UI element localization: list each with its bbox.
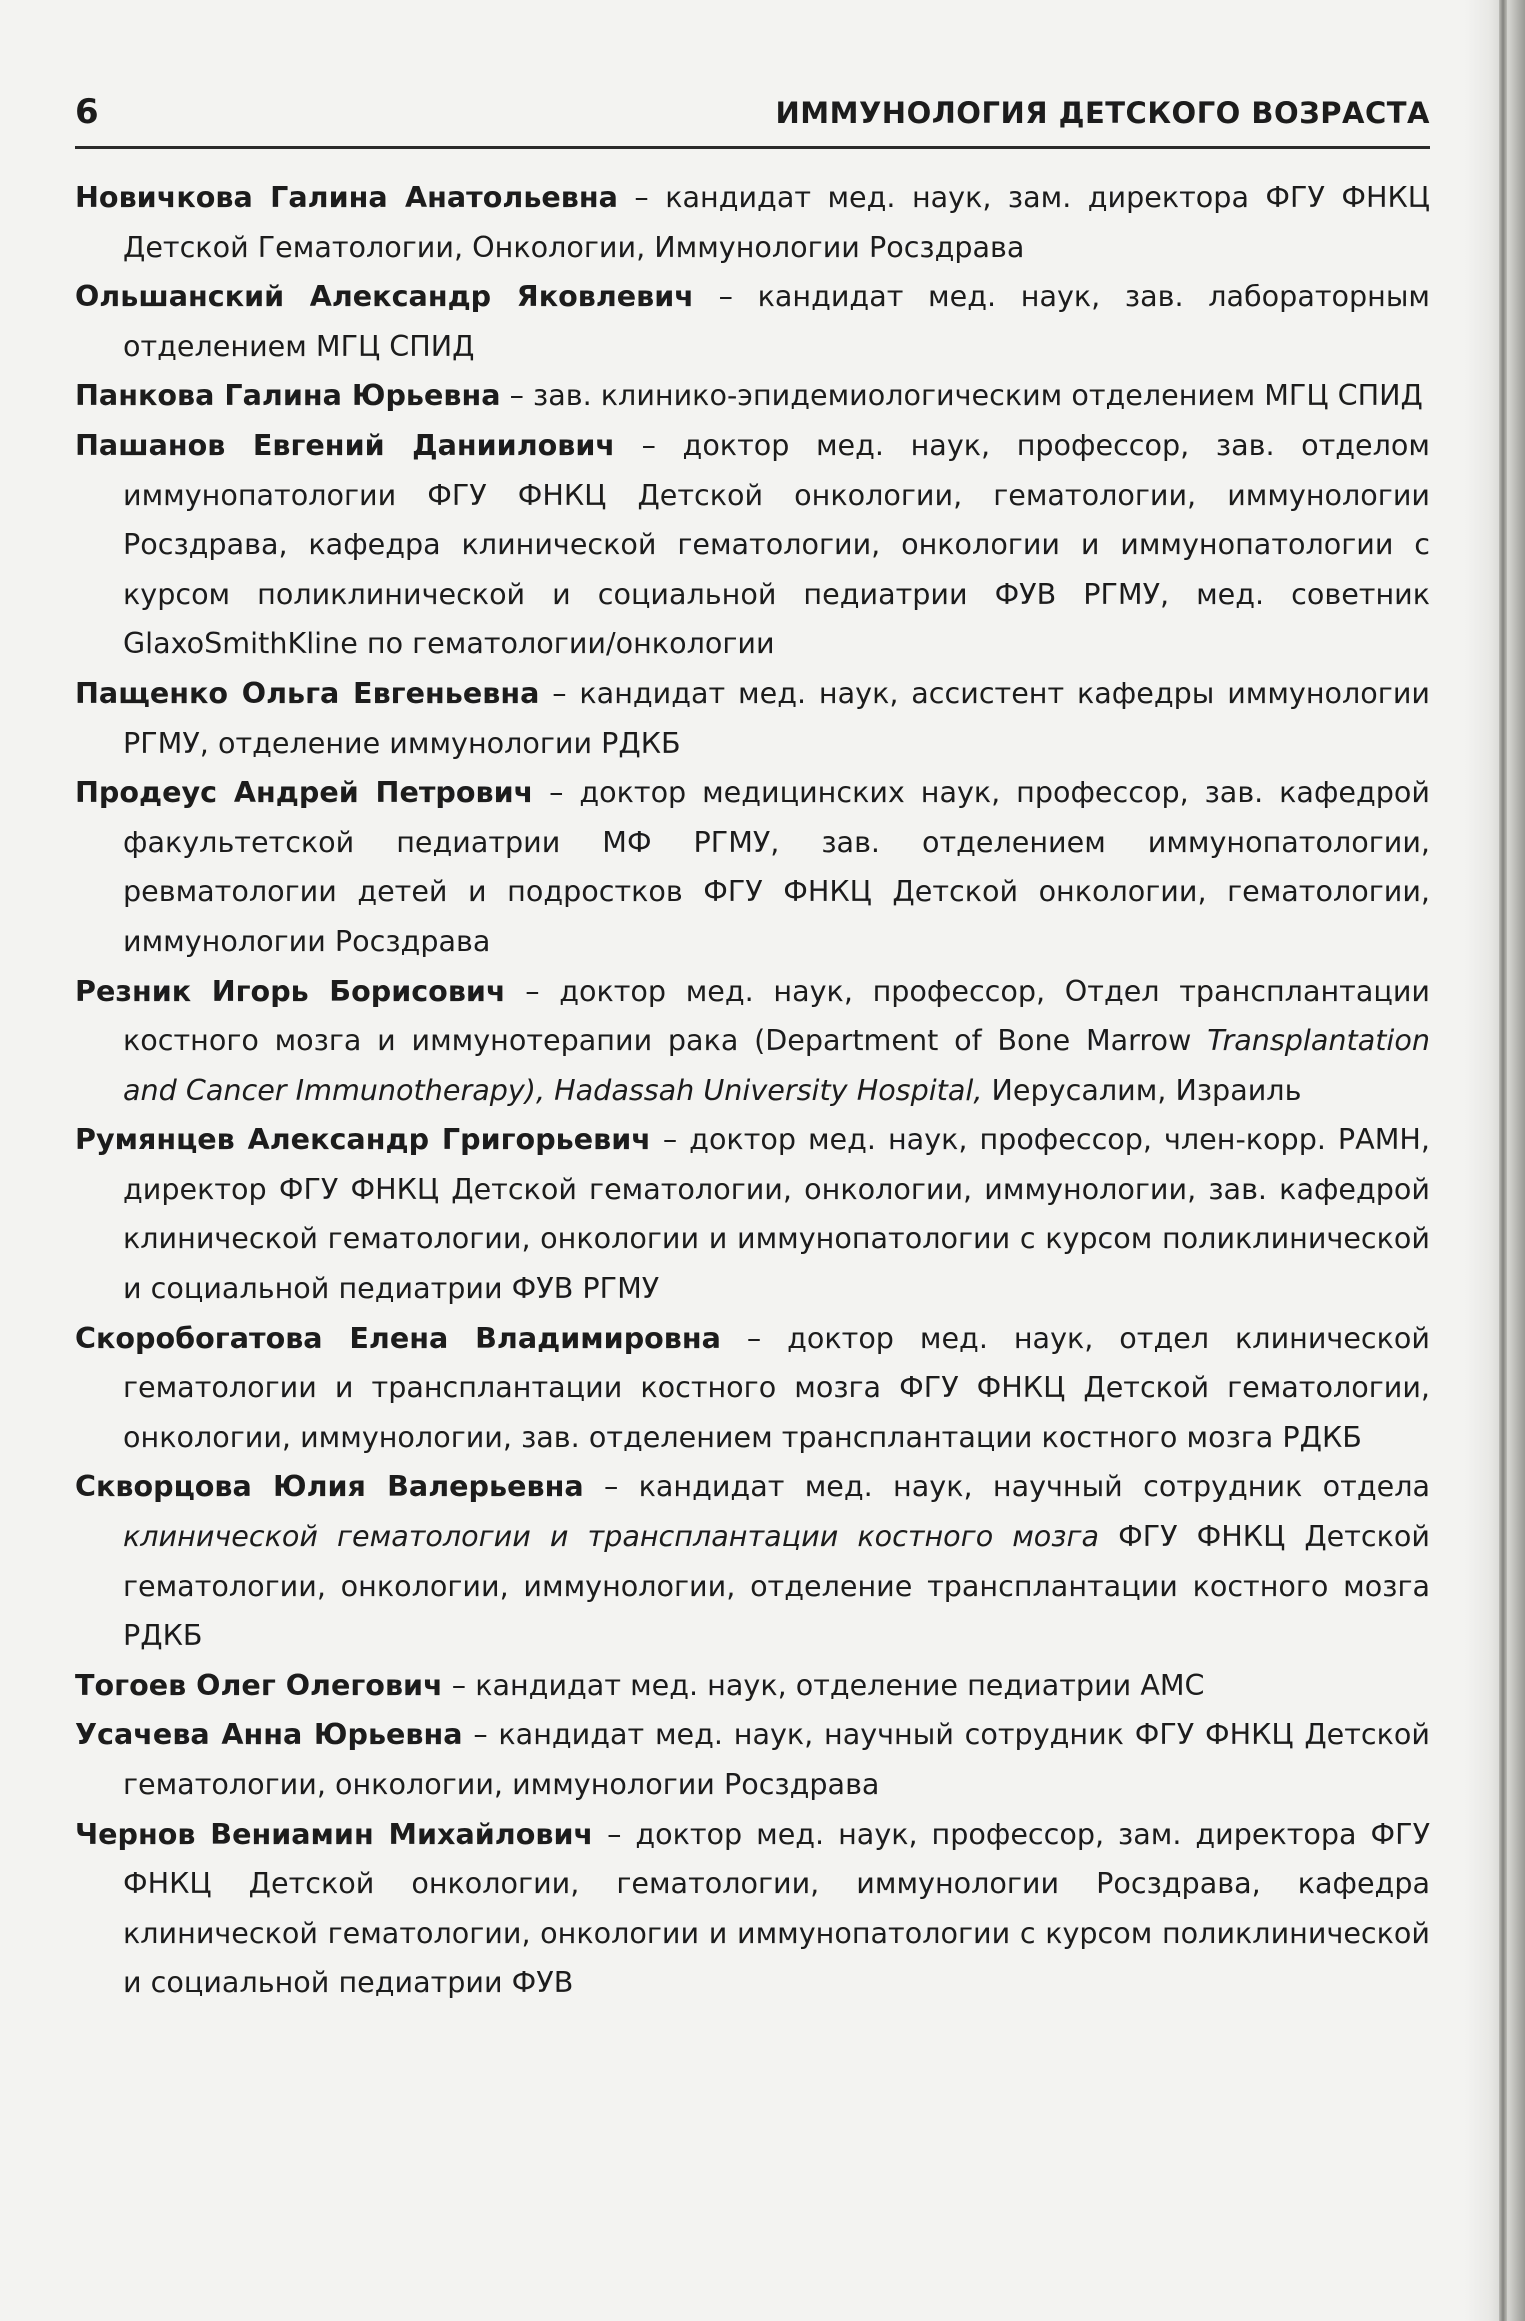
book-spine-edge	[1499, 0, 1507, 2321]
dash-separator: –	[720, 1320, 788, 1355]
author-entry	[75, 371, 1430, 421]
author-entry	[75, 1661, 1430, 1711]
author-description: кандидат мед. наук, научный сотрудник ФГУ ФНКЦ Детской гематологии, онкологии, иммунологии Росздрава	[123, 1717, 1430, 1801]
author-description: доктор мед. наук, профессор, член-корр. РАМН, директор ФГУ ФНКЦ Детской гематологии, онкологии, иммунологии, зав. кафедрой клинической гематологии, онкологии и иммунопатологии с курсом поликлинической и социальной педиатрии ФУВ РГМУ	[123, 1122, 1430, 1306]
author-name: Тогоев Олег Олегович	[75, 1667, 443, 1702]
author-name: Румянцев Александр Григорьевич	[75, 1122, 651, 1157]
author-name: Пащенко Ольга Евгеньевна	[75, 675, 540, 710]
author-name: Чернов Вениамин Михайлович	[75, 1816, 594, 1851]
author-name: Пашанов Евгений Даниилович	[75, 427, 616, 462]
author-entry	[75, 1462, 1430, 1660]
book-spine-shadow	[1465, 0, 1525, 2321]
author-name: Панкова Галина Юрьевна	[75, 378, 501, 413]
author-entry	[75, 272, 1430, 371]
author-entry	[75, 669, 1430, 768]
author-entry	[75, 1810, 1430, 2008]
author-name: Усачева Анна Юрьевна	[75, 1717, 463, 1752]
dash-separator: –	[500, 378, 534, 413]
author-entry	[75, 1710, 1430, 1809]
dash-separator: –	[693, 279, 758, 314]
dash-separator: –	[615, 427, 683, 462]
author-name: Скворцова Юлия Валерьевна	[75, 1469, 584, 1504]
author-description: доктор медицинских наук, профессор, зав. кафедрой факультетской педиатрии МФ РГМУ, зав. отделением иммунопатологии, ревматологии детей и подростков ФГУ ФНКЦ Детской онкологии, гематологии, иммунологии Росздрава	[123, 775, 1430, 958]
dash-separator: –	[533, 775, 580, 810]
author-description: кандидат мед. наук, ассистент кафедры иммунологии РГМУ, отделение иммунологии РДКБ	[123, 675, 1430, 760]
author-description: доктор мед. наук, профессор, зав. отделом иммунопатологии ФГУ ФНКЦ Детской онкологии, гематологии, иммунологии Росздрава, кафедра клинической гематологии, онкологии и иммунопатологии с курсом поликлинической и социальной педиатрии ФУВ РГМУ, мед. советник GlaxoSmithKline по гематологии/онкологии	[123, 427, 1430, 661]
dash-separator: –	[583, 1469, 639, 1504]
author-description: кандидат мед. наук, научный сотрудник отдела	[638, 1469, 1430, 1504]
author-description-italic: Transplantation and Cancer Immunotherapy), Hadassah University Hospital,	[123, 1023, 1430, 1107]
author-description: кандидат мед. наук, зав. лабораторным отделением МГЦ СПИД	[123, 279, 1430, 363]
dash-separator: –	[462, 1717, 499, 1752]
author-description: кандидат мед. наук, зам. директора ФГУ ФНКЦ Детской Гематологии, Онкологии, Иммунологии Росздрава	[123, 180, 1430, 264]
author-description-italic: клинической гематологии и трансплантации костного мозга	[123, 1519, 1100, 1554]
author-description: зав. клинико-эпидемиологическим отделением МГЦ СПИД	[533, 378, 1423, 413]
author-name: Резник Игорь Борисович	[75, 973, 506, 1008]
author-entry	[75, 173, 1430, 272]
author-description: кандидат мед. наук, отделение педиатрии АМС	[475, 1667, 1205, 1702]
author-description-end: ФГУ ФНКЦ Детской гематологии, онкологии, иммунологии, отделение трансплантации костного мозга РДКБ	[123, 1519, 1430, 1653]
dash-separator: –	[539, 675, 580, 710]
dash-separator: –	[505, 973, 560, 1008]
author-entry	[75, 768, 1430, 966]
author-name: Продеус Андрей Петрович	[75, 775, 534, 810]
author-entry	[75, 967, 1430, 1116]
dash-separator: –	[650, 1122, 690, 1157]
author-description: доктор мед. наук, профессор, зам. директора ФГУ ФНКЦ Детской онкологии, гематологии, иммунологии Росздрава, кафедра клинической гематологии, онкологии и иммунопатологии с курсом поликлинической и социальной педиатрии ФУВ	[123, 1816, 1430, 2000]
author-entry	[75, 1314, 1430, 1463]
dash-separator: –	[593, 1816, 636, 1851]
dash-separator: –	[617, 180, 666, 214]
author-name: Ольшанский Александр Яковлевич	[75, 279, 694, 314]
page-number: 6	[75, 92, 99, 132]
author-description: доктор мед. наук, профессор, Отдел трансплантации костного мозга и иммунотерапии рака (Department of Bone Marrow	[123, 973, 1430, 1058]
running-title: ИММУНОЛОГИЯ ДЕТСКОГО ВОЗРАСТА	[775, 96, 1430, 130]
author-description: доктор мед. наук, отдел клинической гематологии и трансплантации костного мозга ФГУ ФНКЦ Детской гематологии, онкологии, иммунологии, зав. отделением трансплантации костного мозга РДКБ	[123, 1320, 1430, 1454]
author-entry	[75, 1115, 1430, 1313]
dash-separator: –	[442, 1667, 476, 1702]
page-header	[75, 90, 1430, 149]
author-list	[75, 173, 1430, 2008]
author-name: Скоробогатова Елена Владимировна	[75, 1320, 721, 1355]
author-entry	[75, 421, 1430, 669]
author-description-end: Иерусалим, Израиль	[982, 1072, 1302, 1107]
author-name: Новичкова Галина Анатольевна	[75, 180, 618, 214]
